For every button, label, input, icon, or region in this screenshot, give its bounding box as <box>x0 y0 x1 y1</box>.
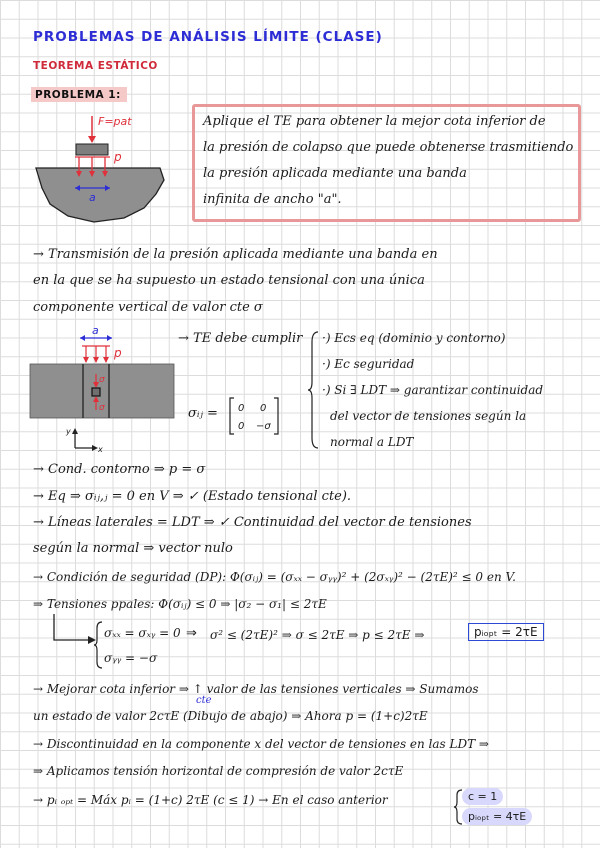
pressure-label-1: p <box>114 150 122 164</box>
sigma-bottom-label: σ <box>99 403 105 413</box>
statement-line: infinita de ancho "a". <box>203 192 342 207</box>
matrix-cell: 0 <box>238 403 245 414</box>
system-result: σ² ≤ (2τE)² ⇒ σ ≤ 2τE ⇒ p ≤ 2τE ⇒ <box>210 628 425 642</box>
te-lead: → TE debe cumplir <box>178 331 303 346</box>
load-label: F=pat <box>98 115 132 128</box>
boundary-condition: → Cond. contorno ⇒ p = σ <box>33 462 206 477</box>
width-label-2: a <box>92 326 99 337</box>
statement-line: la presión aplicada mediante una banda <box>203 166 467 181</box>
principal-stresses: ⇒ Tensiones ppales: Φ(σᵢⱼ) ≤ 0 ⇒ |σ₂ − σ₁| ≤ 2τE <box>33 597 327 611</box>
te-item: ·) Ec seguridad <box>322 357 415 371</box>
statement-line: Aplique el TE para obtener la mejor cota inferior de <box>203 114 546 129</box>
section-subtitle: TEOREMA ESTÁTICO <box>33 60 158 72</box>
matrix-cell: 0 <box>238 421 245 432</box>
axis-y-label: y <box>66 427 71 436</box>
improve-line1: → Mejorar cota inferior ⇒ ↑ valor de las tensiones verticales ⇒ Sumamos <box>33 682 479 696</box>
discontinuity-line2: ⇒ Aplicamos tensión horizontal de compresión de valor 2cτE <box>33 764 404 778</box>
ldt-condition-cont: según la normal ⇒ vector nulo <box>33 541 233 556</box>
intro-line: componente vertical de valor cte σ <box>33 300 263 315</box>
te-item: ·) Ecs eq (dominio y contorno) <box>322 331 506 345</box>
system-eq2: σᵧᵧ = −σ <box>104 651 158 665</box>
te-brace <box>308 330 320 450</box>
te-item: del vector de tensiones según la <box>330 409 527 423</box>
matrix-cell: 0 <box>260 403 267 414</box>
intro-line: → Transmisión de la presión aplicada mediante una banda en <box>33 247 438 262</box>
final-pressure: pᵢₒₚₜ = 4τE <box>462 808 532 825</box>
c-value: c = 1 <box>462 788 503 805</box>
problem-label: PROBLEMA 1: <box>31 87 127 102</box>
intro-line: en la que se ha supuesto un estado tensional con una única <box>33 273 425 288</box>
matrix-cell: −σ <box>256 421 271 432</box>
safety-condition: → Condición de seguridad (DP): Φ(σᵢⱼ) = (σₓₓ − σᵧᵧ)² + (2σₓᵧ)² − (2τE)² ≤ 0 en V. <box>33 570 516 584</box>
ldt-condition: → Líneas laterales = LDT ⇒ ✓ Continuidad del vector de tensiones <box>33 515 472 530</box>
system-eq1: σₓₓ = σₓᵧ = 0 <box>104 626 181 640</box>
strip-load-figure <box>28 108 178 230</box>
cte-annotation: cte <box>196 695 212 706</box>
band-stress-figure <box>28 326 178 456</box>
discontinuity-line1: → Discontinuidad en la componente x del vector de tensiones en las LDT ⇒ <box>33 737 489 751</box>
improve-line2: un estado de valor 2cτE (Dibujo de abajo) ⇒ Ahora p = (1+c)2τE <box>33 709 428 723</box>
system-brace <box>94 620 104 670</box>
statement-line: la presión de colapso que puede obtenerse trasmitiendo <box>203 140 574 155</box>
result-box: pᵢₒₚₜ = 2τE <box>468 623 544 641</box>
axis-x-label: x <box>98 445 103 454</box>
sigma-top-label: σ <box>99 375 105 385</box>
width-label-1: a <box>89 191 96 204</box>
final-line: → pᵢ ₒₚₜ = Máx pᵢ = (1+c) 2τE (c ≤ 1) → En el caso anterior <box>33 793 388 807</box>
te-item: normal a LDT <box>330 435 414 449</box>
te-item: ·) Si ∃ LDT ⇒ garantizar continuidad <box>322 383 544 397</box>
system-arrow <box>50 612 98 648</box>
system-implies: ⇒ <box>186 626 197 641</box>
pressure-label-2: p <box>114 346 122 360</box>
stress-tensor-label: σᵢⱼ = <box>188 406 218 421</box>
page-title: PROBLEMAS DE ANÁLISIS LÍMITE (CLASE) <box>33 29 383 45</box>
stress-tensor-matrix <box>228 396 280 436</box>
equilibrium-condition: → Eq ⇒ σᵢⱼ,ⱼ = 0 en V ⇒ ✓ (Estado tensional cte). <box>33 489 352 504</box>
